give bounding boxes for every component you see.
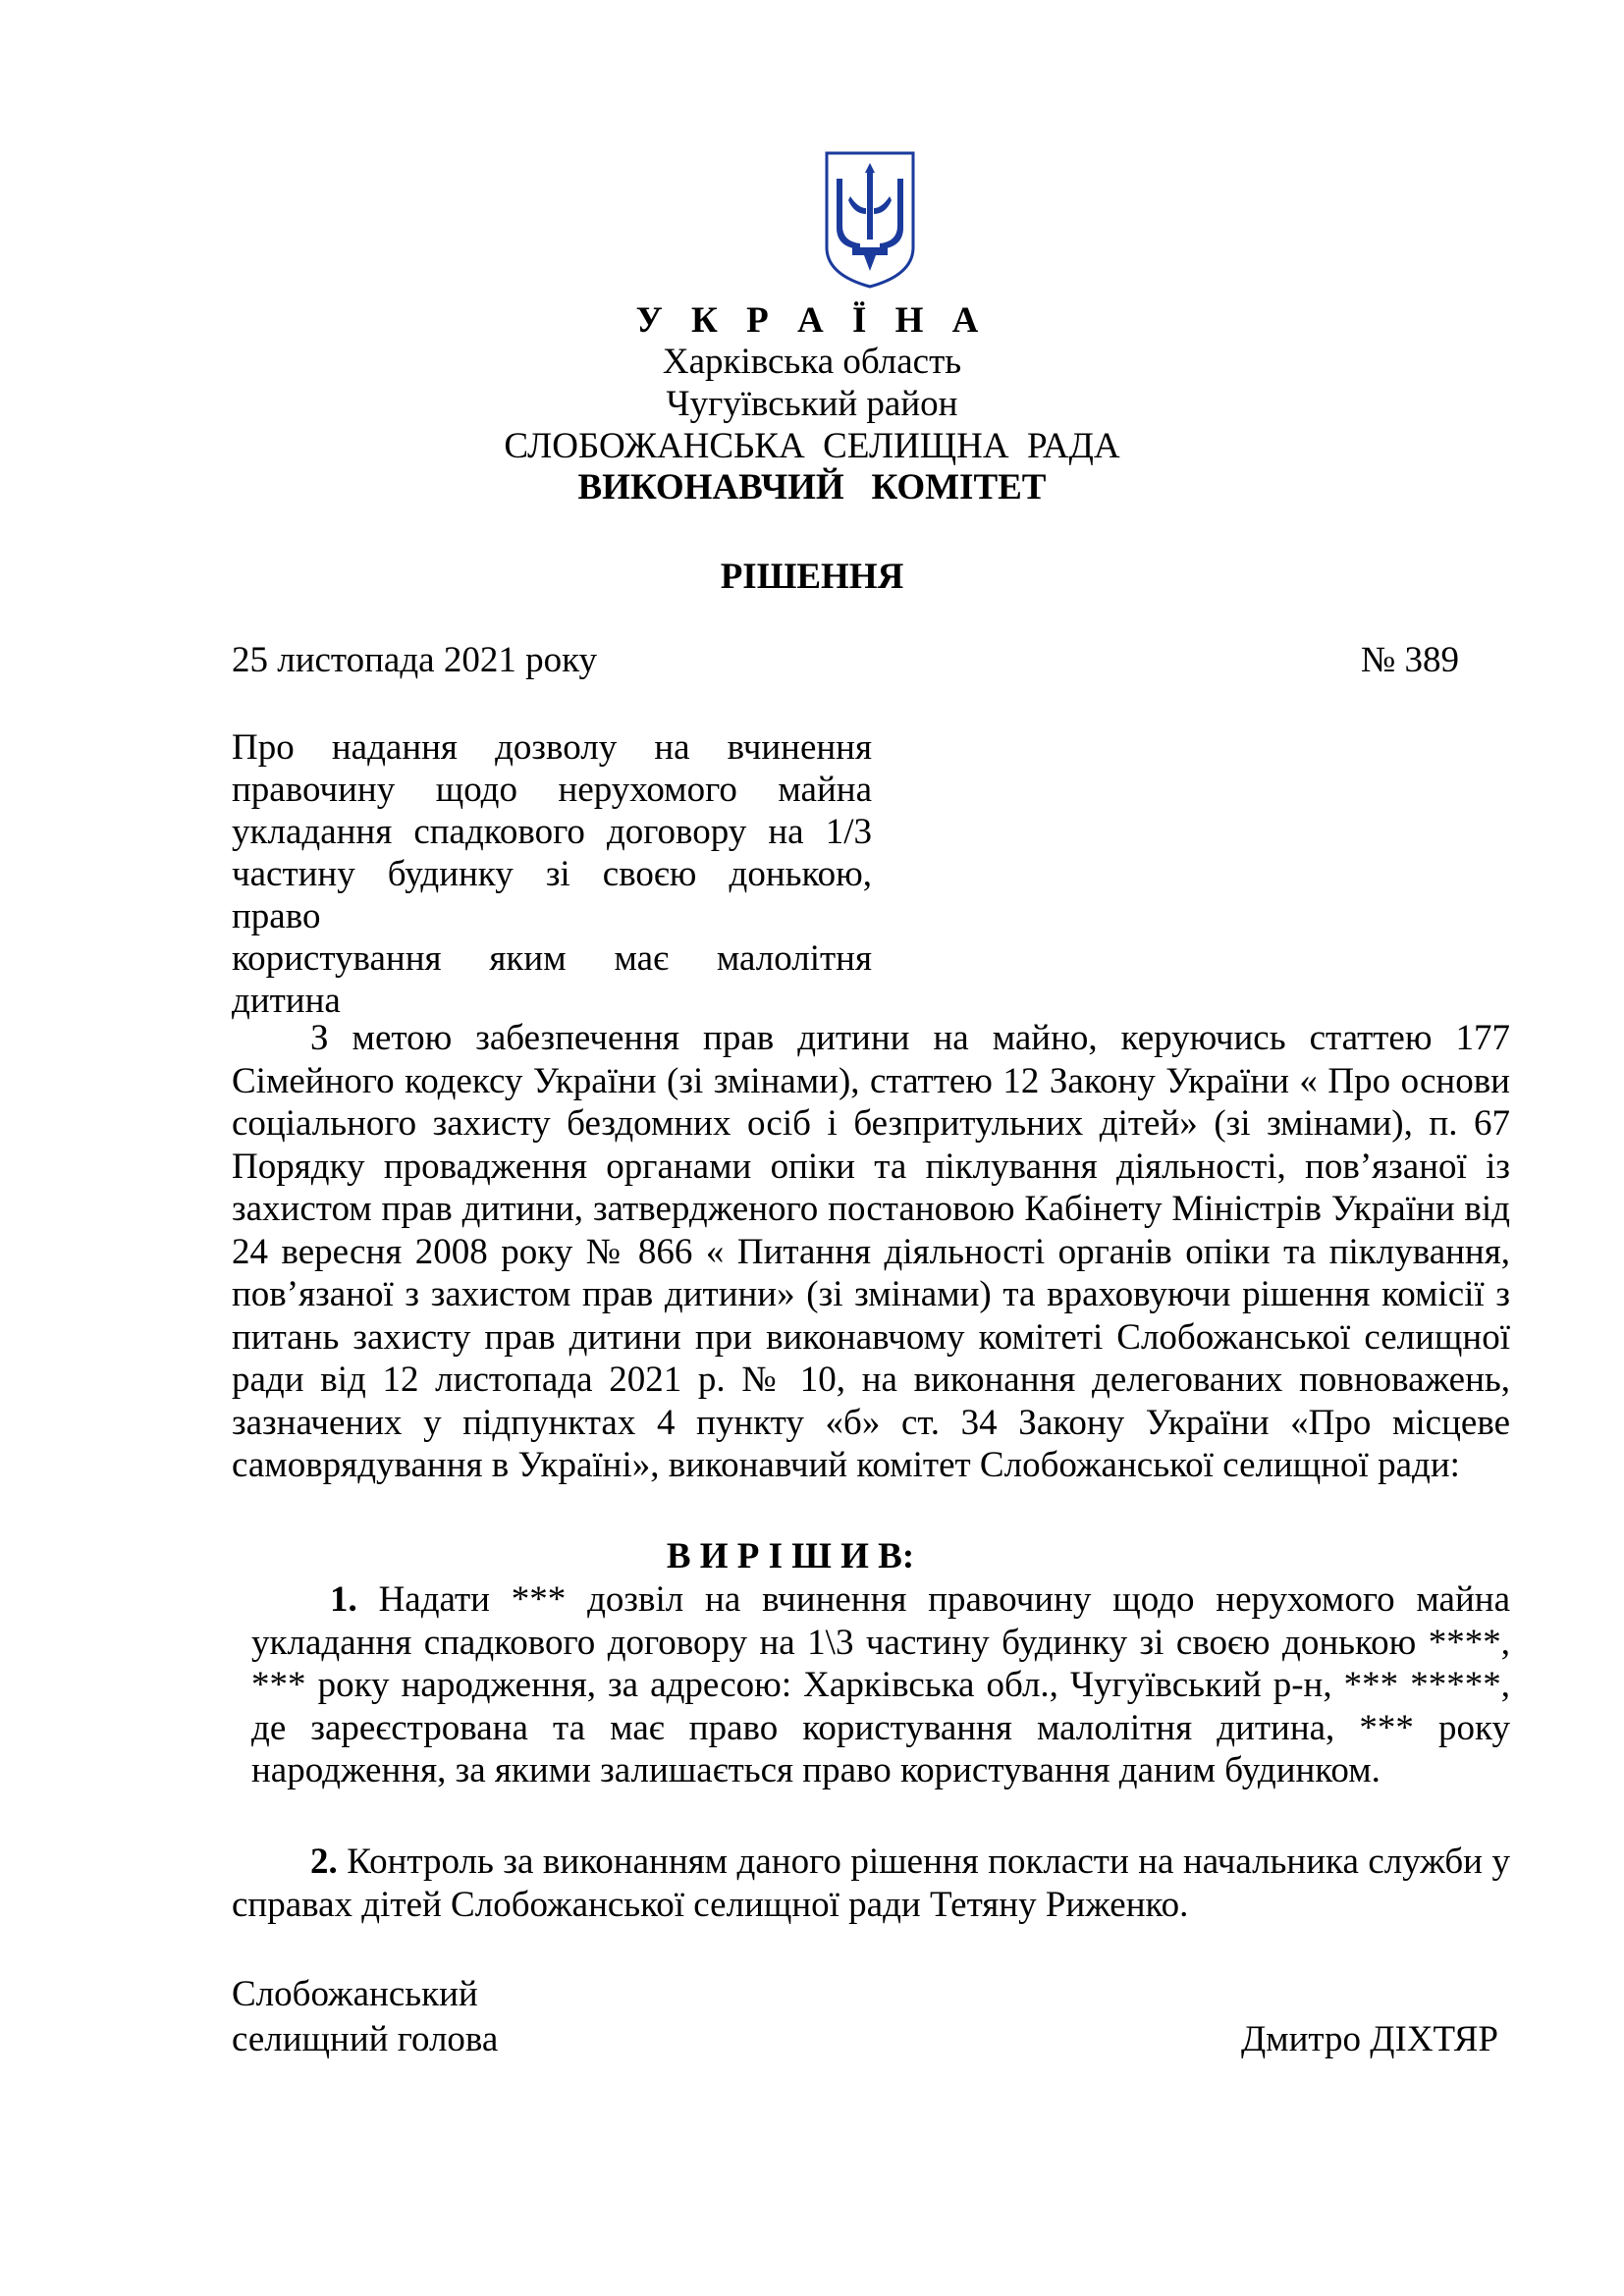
preamble-paragraph: З метою забезпечення прав дитини на майно, керуючись статтею 177 Сімейного кодексу України (зі змінами), статтею 12 Закону України « Про основи соціального захисту бездомних осіб і безпритульних дітей» (зі змінами), п. 67 Порядку провадження органами опіки та піклування діяльності, пов’язаної із захистом прав дитини, затвердженого постановою Кабінету Міністрів України від 24 вересня 2008 року № 866 « Питання діяльності органів опіки та піклування, пов’язаної з захистом прав дитини» (зі змінами) та враховуючи рішення комісії з питань захисту прав дитини при виконавчому комітеті Слобожанської селищної ради від 12 листопада 2021 р. № 10, на виконання делегованих повноважень, зазначених у підпунктах 4 пункту «б» ст. 34 Закону України «Про місцеве самоврядування в Україні», виконавчий комітет Слобожанської селищної ради: [232,1018,1510,1485]
decision-item-2 [232,1841,1510,1926]
subject-line: Про надання дозволу на вчинення [232,727,872,768]
signatory-title [232,1972,498,2062]
district-name: Чугуївський район [666,384,958,424]
document-date: 25 листопада 2021 року [232,640,598,680]
decision-item-1 [251,1578,1510,1792]
item-text: Надати *** дозвіл на вчинення правочину щодо нерухомого майна укладання спадкового договору на 1\3 частину будинку зі своєю донькою ****, *** року народження, за адресою: Харківська обл., Чугуївський р-н, *** *****, де зареєстрована та має право користування малолітня дитина, *** року народження, за якими залишається право користування даним будинком. [251,1579,1510,1790]
item-number: 2. [310,1842,338,1882]
document-subject [232,726,872,1022]
subject-line: користування яким має малолітня дитина [232,938,872,1021]
decision-heading: В И Р І Ш И В: [666,1536,915,1576]
committee-name: ВИКОНАВЧИЙ КОМІТЕТ [577,467,1047,507]
signatory-title-line: Слобожанський [232,1974,478,2014]
subject-line: частину будинку зі своєю донькою, право [232,854,872,936]
country-name: У К Р А Ї Н А [635,300,989,341]
signatory-name: Дмитро ДІХТЯР [1240,2019,1498,2059]
council-name: СЛОБОЖАНСЬКА СЕЛИЩНА РАДА [504,426,1120,466]
item-text: Контроль за виконанням даного рішення покласти на начальника служби у справах дітей Слобожанської селищної ради Тетяну Риженко. [232,1842,1510,1925]
document-number: № 389 [1360,640,1459,680]
document-type: РІШЕННЯ [720,557,904,597]
item-number: 1. [330,1579,357,1620]
signatory-title-line: селищний голова [232,2019,499,2059]
trident-emblem-icon [821,149,919,291]
subject-line: укладання спадкового договору на 1/3 [232,812,872,852]
region-name: Харківська область [662,342,962,382]
subject-line: правочину щодо нерухомого майна [232,770,872,810]
